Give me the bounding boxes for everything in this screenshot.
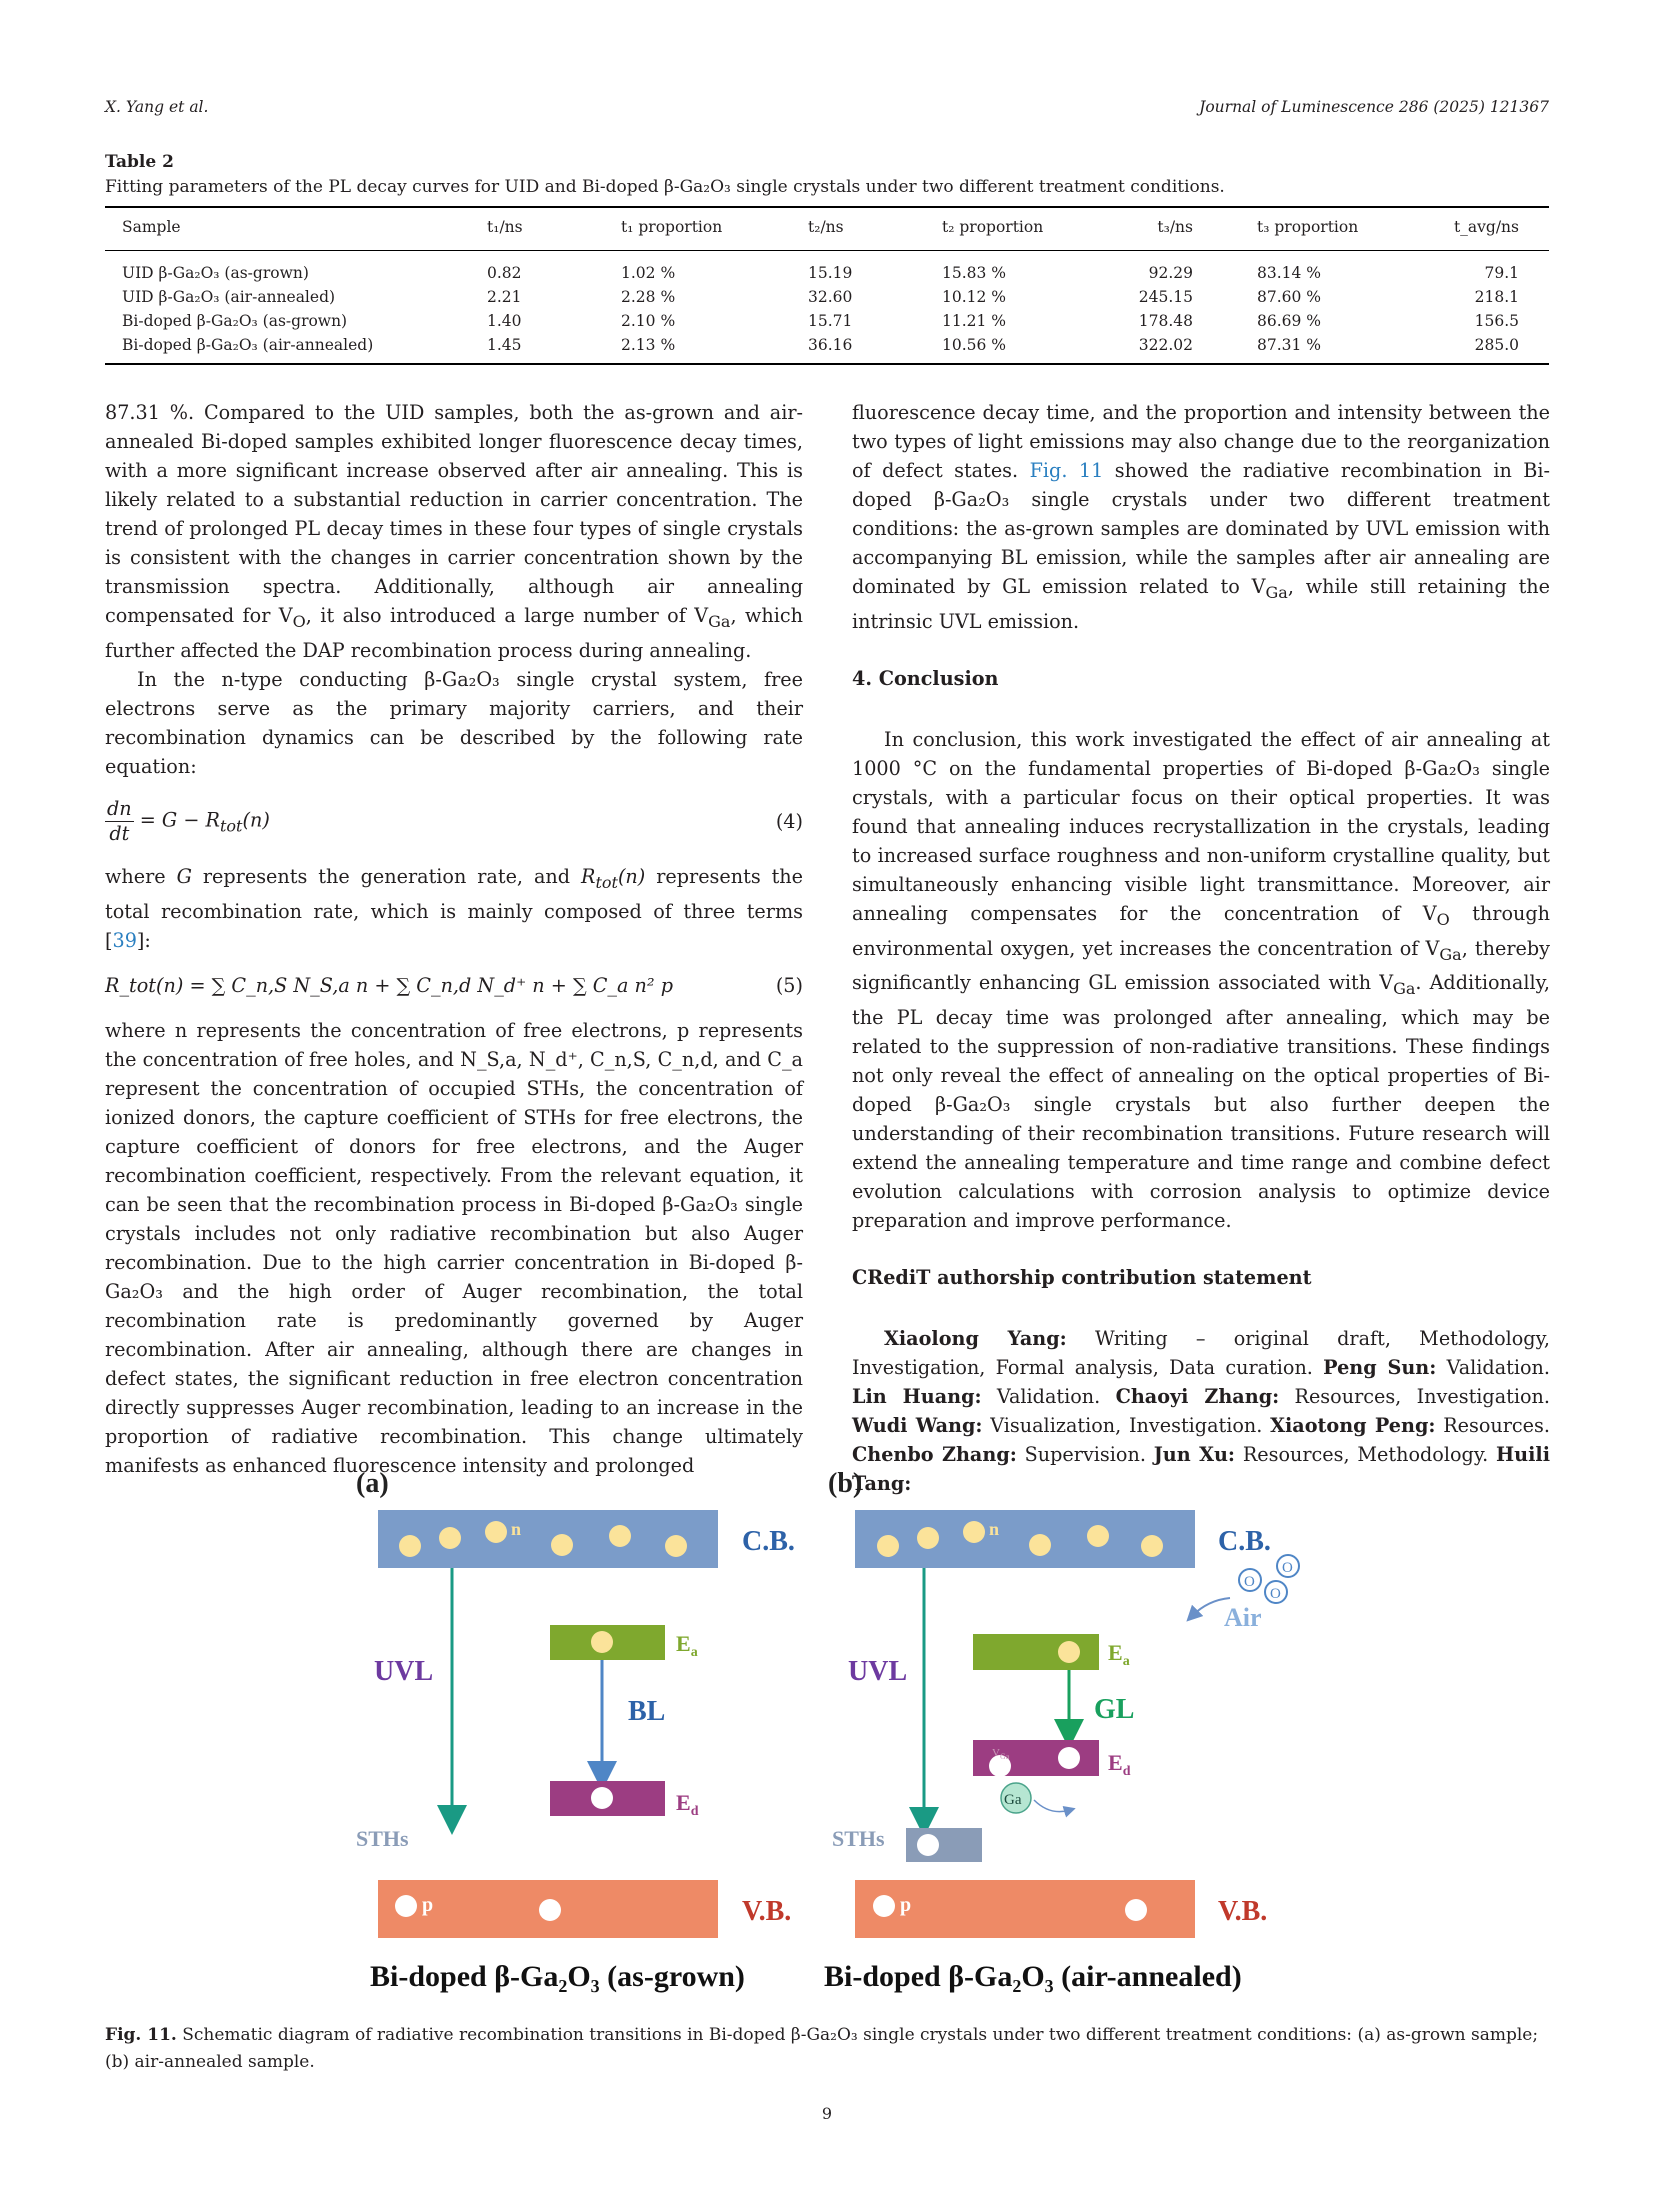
electron (485, 1521, 507, 1543)
table-cell: Bi-doped β-Ga₂O₃ (as-grown) (122, 312, 348, 330)
table-row (105, 333, 1549, 357)
table-cell: 2.28 % (621, 288, 676, 306)
hole (539, 1899, 561, 1921)
table-row (105, 309, 1549, 333)
table-cell: 32.60 (808, 288, 853, 306)
uvl-label: UVL (374, 1656, 434, 1687)
table-cell: 15.83 % (942, 264, 1007, 282)
table-cell: 10.56 % (942, 336, 1007, 354)
table-cell: 15.71 (808, 312, 853, 330)
electron (877, 1535, 899, 1557)
electron (1087, 1525, 1109, 1547)
panel-b (824, 1468, 1299, 1993)
uvl-label: UVL (848, 1656, 908, 1687)
table-header-row (105, 208, 1549, 244)
table-cell: 322.02 (1138, 336, 1193, 354)
journal-citation: Journal of Luminescence 286 (2025) 121367 (1199, 98, 1549, 116)
paragraph: In conclusion, this work investigated the effect of air annealing at 1000 °C on the fundamental properties of Bi-doped β-Ga₂O₃ single crystals, with a particular focus on their optical properties. It was found that annealing induces recrystallization in the crystals, leading to increased surface roughness and non-uniform crystalline quality, but simultaneously enhancing visible light transmittance. Moreover, air annealing compensates for the concentration of $V_O$ through environmental oxygen, yet increases the concentration of $V_{Ga}$, thereby significantly enhancing GL emission associated with $V_{Ga}$. Additionally, the PL decay time was prolonged after annealing, which may be related to the suppression of non-radiative transitions. These findings not only reveal the effect of annealing on the optical properties of Bi-doped β-Ga₂O₃ single crystals but also further deepen the understanding of their recombination transitions. Future research will extend the annealing temperature and time range and combine defect evolution calculations with corrosion analysis to optimize device preparation and improve performance. (852, 727, 1550, 1233)
table-cell: 2.10 % (621, 312, 676, 330)
equation-number: (4) (775, 809, 803, 833)
table-cell: 1.45 (487, 336, 522, 354)
electron (551, 1534, 573, 1556)
electron (1058, 1641, 1080, 1663)
electron (609, 1525, 631, 1547)
author-name: Huili Tang: (852, 1443, 1550, 1496)
table-cell: 1.02 % (621, 264, 676, 282)
panel-a-title: Bi-doped β-Ga₂O₃ (as-grown) (370, 1960, 745, 1993)
acceptor-level-ea (973, 1634, 1099, 1670)
author-roles: Validation. (1436, 1356, 1551, 1380)
electron-label: n (989, 1519, 1000, 1539)
air-label: Air (1224, 1603, 1262, 1632)
data-table (105, 206, 1549, 365)
author-name: Peng Sun: (1323, 1356, 1437, 1380)
table-cell: 92.29 (1148, 264, 1193, 282)
electron (1141, 1535, 1163, 1557)
electron (665, 1535, 687, 1557)
hole (591, 1787, 613, 1809)
panel-b-title: Bi-doped β-Ga₂O₃ (air-annealed) (824, 1960, 1242, 1993)
hole-label: p (422, 1894, 434, 1916)
equation-4: $\frac{dn}{dt}$ = $G - R_{tot}(n)$ (4) (107, 796, 803, 845)
author-name: Wudi Wang: (852, 1414, 983, 1438)
electron (591, 1631, 613, 1653)
author-roles: Visualization, Investigation. (982, 1414, 1271, 1438)
figure-caption (105, 2022, 1549, 2076)
electron (439, 1527, 461, 1549)
table-cell: 2.13 % (621, 336, 676, 354)
electron (1029, 1534, 1051, 1556)
panel-a (356, 1468, 795, 1993)
author-roles: Writing – original draft, Methodology, Investigation, Formal analysis, Data curation. (852, 1327, 1550, 1380)
author-roles: Validation. (981, 1385, 1116, 1409)
table-cell: 2.21 (487, 288, 522, 306)
table-cell: Bi-doped β-Ga₂O₃ (air-annealed) (122, 336, 374, 354)
paragraph: where G represents the generation rate, and $R_{tot}(n)$ represents the total recombination rate, which is mainly composed of three terms [39]: (105, 864, 804, 952)
figure-caption-text: Schematic diagram of radiative recombination transitions in Bi-doped β-Ga₂O₃ single crystals under two different treatment conditions: (a) as-grown sample; (b) air-annealed sample. (105, 2025, 1539, 2072)
conduction-band (378, 1510, 718, 1568)
col-header: t₁/ns (487, 218, 523, 236)
table-cell: 10.12 % (942, 288, 1007, 306)
vb-label: V.B. (742, 1896, 792, 1927)
author-name: Chenbo Zhang: (852, 1443, 1017, 1467)
table-caption (105, 150, 1549, 200)
paragraph: fluorescence decay time, and the proportion and intensity between the two types of light emissions may also change due to the reorganization of defect states. Fig. 11 showed the radiative recombination in Bi-doped β-Ga₂O₃ single crystals under two different treatment conditions: the as-grown samples are dominated by UVL emission with accompanying BL emission, while the samples after air annealing are dominated by GL emission related to $V_{Ga}$, while still retaining the intrinsic UVL emission. (852, 401, 1551, 633)
gallium-label: Ga (1004, 1792, 1022, 1808)
table-label: Table 2 (105, 152, 174, 172)
author-roles: Supervision. (1016, 1443, 1154, 1467)
table-cell: 0.82 (487, 264, 522, 282)
paragraph: 87.31 %. Compared to the UID samples, both the as-grown and air-annealed Bi-doped samples exhibited longer fluorescence decay times, with a more significant increase observed after air annealing. This is likely related to a substantial reduction in carrier concentration. The trend of prolonged PL decay times in these four types of single crystals is consistent with the changes in carrier concentration shown by the transmission spectra. Additionally, although air annealing compensated for $V_O$, it also introduced a large number of $V_{Ga}$, which further affected the DAP recombination process during annealing. (105, 401, 803, 662)
section-title: 4. Conclusion (852, 666, 999, 690)
table-caption-text: Fitting parameters of the PL decay curves for UID and Bi-doped β-Ga₂O₃ single crystals under two different treatment conditions. (105, 177, 1225, 197)
vga-label: $V_{Ga}$ (992, 1747, 1010, 1761)
figure-label: Fig. 11. (105, 2025, 177, 2045)
author-roles: Resources, Investigation. (1279, 1385, 1550, 1409)
hole (395, 1895, 417, 1917)
table-row (105, 285, 1549, 309)
table-cell: 285.0 (1474, 336, 1519, 354)
col-header: t₂/ns (808, 218, 844, 236)
paragraph: In the n-type conducting β-Ga₂O₃ single crystal system, free electrons serve as the primary majority carriers, and their recombination dynamics can be described by the following rate equation: (105, 667, 803, 778)
vb-label: V.B. (1218, 1896, 1268, 1927)
electron-label: n (511, 1519, 522, 1539)
col-header: t₂ proportion (942, 218, 1044, 236)
hole-label: p (900, 1894, 912, 1916)
col-header: t₁ proportion (621, 218, 723, 236)
bl-label: BL (628, 1696, 666, 1727)
electron (963, 1521, 985, 1543)
author-name: Jun Xu: (1153, 1443, 1236, 1467)
table-cell: 156.5 (1474, 312, 1519, 330)
credit-title: CRediT authorship contribution statement (852, 1266, 1312, 1290)
table-body (105, 251, 1549, 357)
oxygen-label: O (1244, 1574, 1255, 1590)
electron (399, 1535, 421, 1557)
table-cell: 83.14 % (1257, 264, 1322, 282)
panel-b-label: (b) (828, 1468, 863, 1499)
hole (917, 1834, 939, 1856)
ea-label: $E_a$ (1108, 1640, 1130, 1669)
paragraph: where n represents the concentration of free electrons, p represents the concentration of free holes, and N_S,a, N_d⁺, C_n,S, C_n,d, and C_a represent the concentration of occupied STHs, the concentration of ionized donors, the capture coefficient of STHs for free electrons, the capture coefficient of donors for free electrons, and the Auger recombination coefficient, respectively. From the relevant equation, it can be seen that the recombination process in Bi-doped β-Ga₂O₃ single crystals includes not only radiative recombination but also Auger recombination. Due to the high carrier concentration in Bi-doped β-Ga₂O₃ and the high order of Auger recombination, the total recombination rate is predominantly governed by Auger recombination. After air annealing, although there are changes in defect states, the significant reduction in free electron concentration directly suppresses Auger recombination, leading to an increase in the proportion of radiative recombination. This change ultimately manifests as enhanced fluorescence intensity and prolonged (105, 1018, 803, 1477)
col-header: t₃/ns (1157, 218, 1193, 236)
col-header: t₃ proportion (1257, 218, 1359, 236)
author-name: Lin Huang: (852, 1385, 982, 1409)
table-cell: 178.48 (1138, 312, 1193, 330)
left-column (105, 398, 803, 1480)
figure-link[interactable]: Fig. 11 (1029, 459, 1104, 482)
equation-number: (5) (775, 973, 803, 997)
table-cell: UID β-Ga₂O₃ (air-annealed) (122, 288, 336, 306)
ed-label: $E_d$ (1108, 1750, 1131, 1779)
ea-label: $E_a$ (676, 1631, 698, 1660)
oxygen-label: O (1282, 1560, 1293, 1576)
author-name: Xiaolong Yang: (884, 1327, 1067, 1351)
panel-a-label: (a) (356, 1468, 389, 1499)
gl-label: GL (1094, 1694, 1135, 1725)
running-author: X. Yang et al. (105, 98, 209, 116)
equation-5: R_tot(n) = ∑ C_n,S N_S,a n + ∑ C_n,d N_d⁺ n + ∑ C_a n² p (5) (105, 971, 803, 1000)
table-cell: 87.31 % (1257, 336, 1322, 354)
table-cell: UID β-Ga₂O₃ (as-grown) (122, 264, 309, 282)
electron (917, 1527, 939, 1549)
table-cell: 36.16 (808, 336, 853, 354)
oxygen-label: O (1270, 1586, 1281, 1602)
right-column (852, 398, 1550, 1498)
hole (873, 1895, 895, 1917)
table-cell: 87.60 % (1257, 288, 1322, 306)
sths-label: STHs (356, 1826, 409, 1851)
ed-label: $E_d$ (676, 1790, 699, 1819)
author-name: Chaoyi Zhang: (1115, 1385, 1280, 1409)
author-roles: Resources, Methodology. (1235, 1443, 1497, 1467)
table-cell: 218.1 (1474, 288, 1519, 306)
cb-label: C.B. (742, 1526, 795, 1557)
hole (1125, 1899, 1147, 1921)
table-cell: 11.21 % (942, 312, 1007, 330)
page-number: 9 (821, 2104, 833, 2123)
table-cell: 15.19 (808, 264, 853, 282)
ga-arrow (1034, 1800, 1070, 1812)
author-name: Xiaotong Peng: (1270, 1414, 1436, 1438)
table-cell: 245.15 (1138, 288, 1193, 306)
sths-label: STHs (832, 1826, 885, 1851)
table-cell: 1.40 (487, 312, 522, 330)
cb-label: C.B. (1218, 1526, 1271, 1557)
table-cell: 86.69 % (1257, 312, 1322, 330)
col-header: Sample (122, 218, 181, 236)
table-row (105, 261, 1549, 285)
table-cell: 79.1 (1484, 264, 1519, 282)
col-header: t_avg/ns (1453, 218, 1519, 236)
hole (1058, 1747, 1080, 1769)
reference-link[interactable]: 39 (112, 928, 137, 952)
author-roles: Resources. (1435, 1414, 1550, 1438)
figure-11 (0, 1448, 1654, 2008)
